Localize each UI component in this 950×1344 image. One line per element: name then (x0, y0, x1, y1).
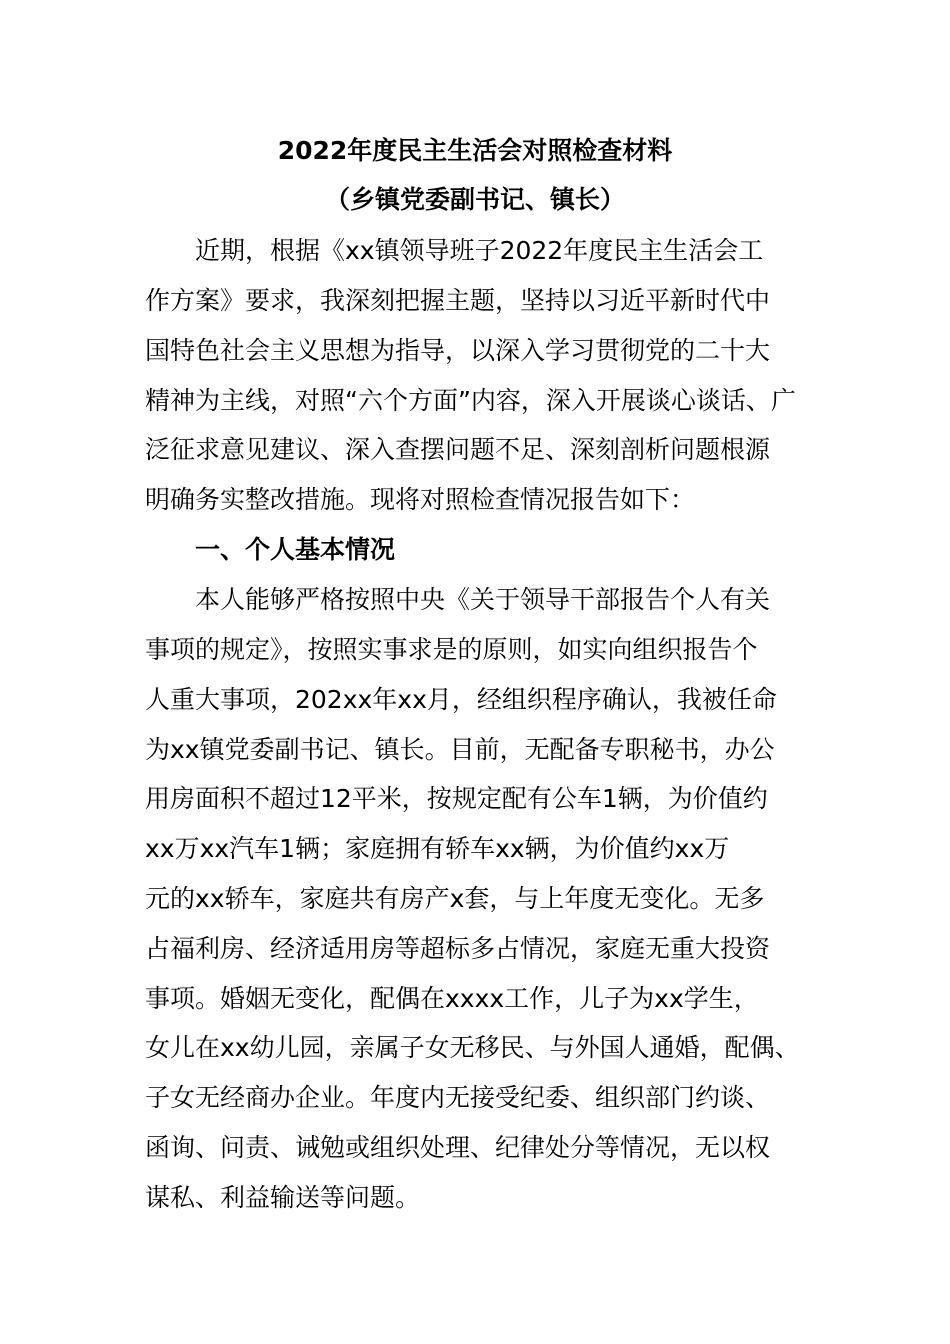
section1-line-12: 函询、问责、诫勉或组织处理、纪律处分等情况，无以权 (145, 1133, 771, 1162)
section1-line-2: 事项的规定》，按照实事求是的原则，如实向组织报告个 (145, 635, 758, 664)
section1-line-13: 谋私、利益输送等问题。 (145, 1183, 421, 1212)
section1-line-4: 为xx镇党委副书记、镇长。目前，无配备专职秘书，办公 (145, 735, 775, 764)
section1-line-9: 事项。婚姻无变化，配偶在xxxx工作，儿子为xx学生， (145, 984, 759, 1013)
section1-line-11: 子女无经商办企业。年度内无接受纪委、组织部门约谈、 (145, 1083, 771, 1112)
section1-line-6: xx万xx汽车1辆；家庭拥有轿车xx辆，为价值约xx万 (145, 834, 730, 863)
section-heading-1: 一、个人基本情况 (145, 535, 396, 564)
section1-line-8: 占福利房、经济适用房等超标多占情况，家庭无重大投资 (145, 934, 771, 963)
intro-line-4: 精神为主线，对照“六个方面”内容，深入开展谈心谈话、广 (145, 386, 796, 415)
section1-line-10: 女儿在xx幼儿园，亲属子女无移民、与外国人通婚，配偶、 (145, 1033, 800, 1062)
intro-line-3: 国特色社会主义思想为指导，以深入学习贯彻党的二十大 (145, 336, 771, 365)
intro-line-6: 明确务实整改措施。现将对照检查情况报告如下： (145, 485, 696, 514)
intro-line-1: 近期，根据《xx镇领导班子2022年度民主生活会工 (145, 236, 764, 265)
document-title: 2022年度民主生活会对照检查材料 (277, 136, 673, 165)
intro-line-5: 泛征求意见建议、深入查摆问题不足、深刻剖析问题根源 (145, 435, 771, 464)
section1-line-7: 元的xx轿车，家庭共有房产x套，与上年度无变化。无多 (145, 884, 765, 913)
section1-line-3: 人重大事项，202xx年xx月，经组织程序确认，我被任命 (145, 685, 777, 714)
section1-line-5: 用房面积不超过12平米，按规定配有公车1辆，为价值约 (145, 784, 768, 813)
section1-line-1: 本人能够严格按照中央《关于领导干部报告个人有关 (145, 585, 771, 614)
document-subtitle: （乡镇党委副书记、镇长） (324, 185, 625, 214)
intro-line-2: 作方案》要求，我深刻把握主题，坚持以习近平新时代中 (145, 286, 771, 315)
